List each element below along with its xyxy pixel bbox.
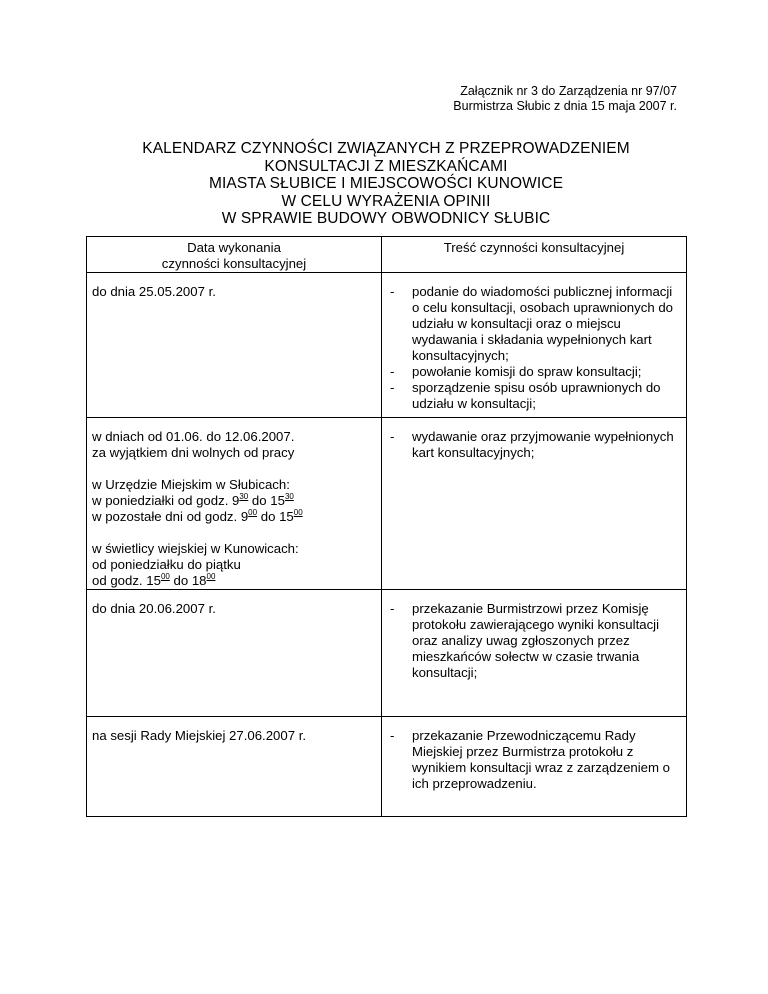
row-tasks-cell <box>382 418 687 590</box>
kunowice-hours-block <box>92 541 377 589</box>
kunowice-days: od poniedziałku do piątku <box>92 557 241 572</box>
annex-reference <box>453 84 677 114</box>
document-title <box>86 140 686 228</box>
date-range: w dniach od 01.06. do 12.06.2007. <box>92 429 295 444</box>
minutes-superscript: 00 <box>248 508 258 517</box>
dash-bullet: - <box>390 601 395 616</box>
minutes-superscript: 00 <box>293 508 303 517</box>
minutes-superscript: 00 <box>160 572 170 581</box>
hours-text: w pozostałe dni od godz. 9 <box>92 509 249 524</box>
task-text: powołanie komisji do spraw konsultacji; <box>412 364 642 379</box>
hours-text: do 18 <box>169 573 207 588</box>
task-item <box>390 429 682 461</box>
title-line-3: MIASTA SŁUBICE I MIEJSCOWOŚCI KUNOWICE <box>208 175 564 192</box>
task-item <box>390 364 682 380</box>
hours-text: do 15 <box>248 493 285 508</box>
dash-bullet: - <box>390 284 395 299</box>
row-date: do dnia 20.06.2007 r. <box>92 601 216 616</box>
task-text: podanie do wiadomości publicznej informacji o celu konsultacji, osobach uprawnionych do udziału w konsultacji oraz o miejscu wydawania i składania wypełnionych kart konsultacyjnych; <box>412 284 673 363</box>
task-item <box>390 284 682 364</box>
row-date: na sesji Rady Miejskiej 27.06.2007 r. <box>92 728 307 743</box>
title-line-5: W SPRAWIE BUDOWY OBWODNICY SŁUBIC <box>221 210 551 227</box>
dash-bullet: - <box>390 728 395 743</box>
slubice-location: w Urzędzie Miejskim w Słubicach: <box>92 477 290 492</box>
header-tasks-label: Treść czynności konsultacyjnej <box>443 240 625 255</box>
table-row <box>87 273 687 418</box>
task-item <box>390 728 682 792</box>
hours-text: od godz. 15 <box>92 573 161 588</box>
annex-line-1: Załącznik nr 3 do Zarządzenia nr 97/07 <box>460 84 677 98</box>
row-tasks-cell <box>382 273 687 418</box>
header-tasks <box>382 237 687 273</box>
header-date-line-1: Data wykonania <box>187 240 281 255</box>
dash-bullet: - <box>390 429 395 444</box>
task-text: przekazanie Burmistrzowi przez Komisję protokołu zawierającego wyniki konsultacji oraz analizy uwag zgłoszonych przez mieszkańców sołectw w czasie trwania konsultacji; <box>412 601 660 680</box>
dash-bullet: - <box>390 380 395 395</box>
header-date <box>87 237 382 273</box>
table-row <box>87 717 687 817</box>
task-text: wydawanie oraz przyjmowanie wypełnionych kart konsultacyjnych; <box>412 429 674 460</box>
table-row <box>87 418 687 590</box>
row-tasks-cell <box>382 590 687 717</box>
row-date: do dnia 25.05.2007 r. <box>92 284 216 299</box>
annex-line-2: Burmistrza Słubic z dnia 15 maja 2007 r. <box>453 99 677 113</box>
row-date-cell <box>87 717 382 817</box>
hours-text: w poniedziałki od godz. 9 <box>92 493 240 508</box>
kunowice-location: w świetlicy wiejskiej w Kunowicach: <box>92 541 299 556</box>
table-header-row <box>87 237 687 273</box>
header-date-line-2: czynności konsultacyjnej <box>161 256 307 271</box>
row-date-cell <box>87 590 382 717</box>
task-item <box>390 601 682 681</box>
row-tasks-cell <box>382 717 687 817</box>
hours-text: do 15 <box>257 509 294 524</box>
slubice-other-days-hours <box>92 509 377 525</box>
minutes-superscript: 30 <box>239 492 249 501</box>
minutes-superscript: 30 <box>284 492 294 501</box>
dash-bullet: - <box>390 364 395 379</box>
kunowice-hours <box>92 573 377 589</box>
slubice-monday-hours <box>92 493 377 509</box>
task-text: przekazanie Przewodniczącemu Rady Miejskiej przez Burmistrza protokołu z wynikiem konsultacji wraz z zarządzeniem o ich przeprowadzeniu. <box>412 728 670 791</box>
date-range-block <box>92 429 377 461</box>
consultation-calendar-table <box>86 236 687 817</box>
table-row <box>87 590 687 717</box>
slubice-hours-block <box>92 477 377 525</box>
row-date-cell <box>87 273 382 418</box>
minutes-superscript: 00 <box>206 572 216 581</box>
title-line-1: KALENDARZ CZYNNOŚCI ZWIĄZANYCH Z PRZEPROWADZENIEM <box>142 140 630 157</box>
task-text: sporządzenie spisu osób uprawnionych do udziału w konsultacji; <box>412 380 661 411</box>
row-date-cell <box>87 418 382 590</box>
date-exception: za wyjątkiem dni wolnych od pracy <box>92 445 295 460</box>
title-line-2: KONSULTACJI Z MIESZKAŃCAMI <box>264 157 508 175</box>
title-line-4: W CELU WYRAŻENIA OPINII <box>281 192 491 210</box>
task-item <box>390 380 682 412</box>
